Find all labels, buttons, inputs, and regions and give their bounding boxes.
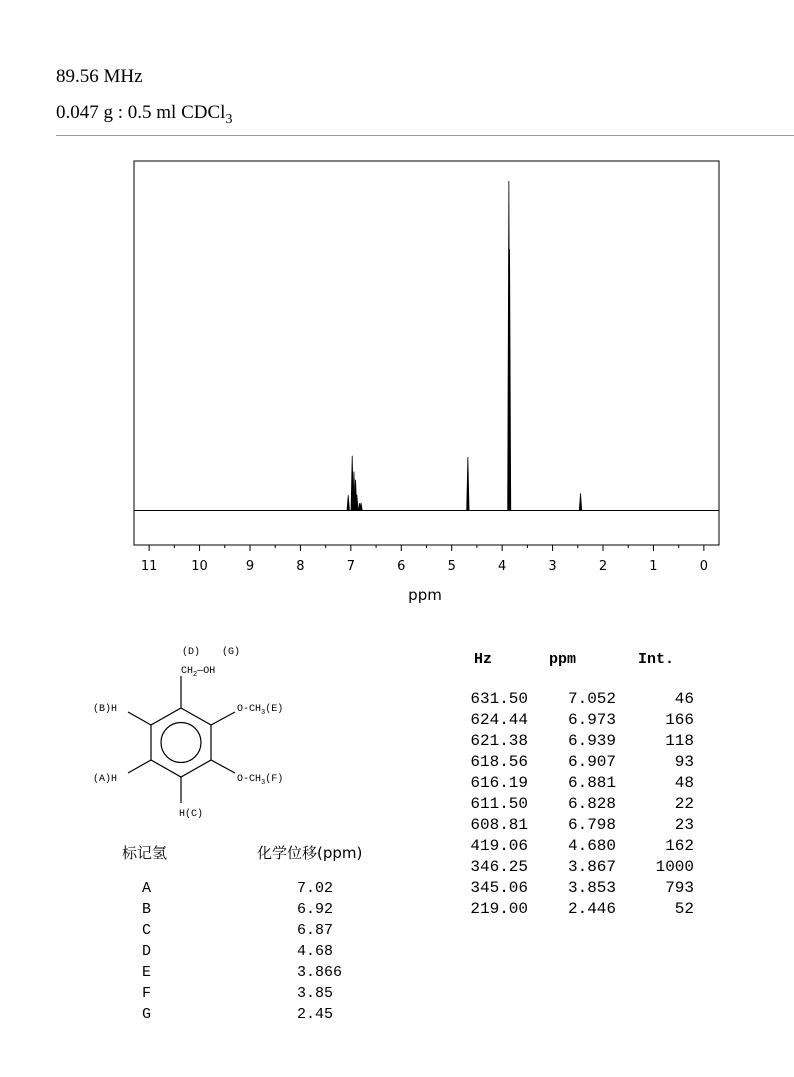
label-h-a: (A)H (93, 774, 118, 785)
label-och3-f-tag: (F) (265, 774, 284, 785)
assignment-row (142, 880, 382, 900)
assignment-header-shift: 化学位移(ppm) (257, 844, 363, 862)
label-och3-e-sub: 3 (261, 709, 266, 717)
bond-o-e (211, 712, 235, 725)
peak-ppm-cell: 6.907 (567, 753, 616, 771)
label-ch2-oh: —OH (197, 666, 216, 677)
spectrum-peaks (347, 181, 582, 510)
peak-table-header-int: Int. (638, 651, 675, 668)
assignment-shift-value: 3.85 (297, 985, 334, 1002)
x-tick-label: 5 (447, 559, 456, 574)
peak-ppm-cell: 6.798 (567, 816, 616, 834)
peak-ppm-cell: 2.446 (567, 900, 616, 918)
assignment-header-label: 标记氢 (122, 844, 168, 862)
peak-ppm-cell: 3.867 (567, 858, 616, 876)
peak-hz-cell: 345.06 (470, 879, 528, 897)
x-tick-label: 9 (245, 559, 255, 574)
peak-int-cell: 22 (674, 795, 694, 813)
peak-int-cell: 793 (665, 879, 694, 897)
label-h-b: (B)H (93, 704, 118, 715)
x-tick-label: 7 (346, 559, 355, 574)
assignment-row (142, 1006, 382, 1026)
assignment-hydrogen-label: E (142, 964, 152, 981)
sample-subscript: 3 (225, 111, 233, 127)
assignment-shift-value: 3.866 (297, 964, 343, 981)
peak-int-cell: 118 (665, 732, 694, 750)
peak-table-row (448, 858, 698, 879)
peak-hz-cell: 618.56 (470, 753, 528, 771)
peak-table-row (448, 690, 698, 711)
peak-table-row (448, 879, 698, 900)
x-tick-label: 1 (649, 559, 658, 574)
assignment-shift-value: 7.02 (297, 880, 334, 897)
bond-h-a (128, 760, 151, 773)
x-tick-label: 4 (498, 559, 507, 574)
peak-hz-cell: 419.06 (470, 837, 528, 855)
peak-hz-cell: 631.50 (470, 690, 528, 708)
label-och3-f-sub: 3 (261, 779, 266, 787)
spectrum-peak (467, 457, 469, 510)
x-tick-label: 3 (548, 559, 557, 574)
assignment-hydrogen-label: B (142, 901, 152, 918)
peak-int-cell: 162 (665, 837, 694, 855)
molecule-structure (85, 640, 345, 825)
peak-hz-cell: 624.44 (470, 711, 528, 729)
spectrum-peak (360, 503, 362, 511)
nmr-spectrum-chart (120, 150, 740, 610)
plot-frame (134, 161, 719, 545)
peak-int-cell: 46 (674, 690, 694, 708)
assignment-shift-value: 6.87 (297, 922, 334, 939)
peak-hz-cell: 346.25 (470, 858, 528, 876)
spectrum-peak (347, 495, 349, 510)
assignment-row (142, 922, 382, 942)
peak-table-header-ppm: ppm (549, 651, 577, 668)
peak-table-row (448, 774, 698, 795)
peak-ppm-cell: 4.680 (567, 837, 616, 855)
peak-table-row (448, 732, 698, 753)
peak-ppm-cell: 6.881 (567, 774, 616, 792)
sample-text: 0.047 g : 0.5 ml CDCl (56, 102, 226, 123)
x-tick-label: 2 (598, 559, 608, 574)
x-tick-label: 11 (140, 559, 158, 574)
peak-hz-cell: 611.50 (470, 795, 528, 813)
peak-int-cell: 52 (674, 900, 694, 918)
peak-int-cell: 93 (674, 753, 694, 771)
header-divider (56, 135, 794, 136)
x-tick-label: 10 (191, 559, 208, 574)
label-h-c: H(C) (179, 809, 204, 820)
peak-table-header-hz: Hz (474, 651, 493, 668)
peak-table-row (448, 753, 698, 774)
assignment-row (142, 901, 382, 921)
x-tick-label: 6 (397, 559, 406, 574)
benzene-ring (151, 708, 211, 777)
label-och3-e-och: O-CH (237, 704, 262, 715)
peak-ppm-cell: 3.853 (567, 879, 616, 897)
spectrum-peak (579, 493, 581, 510)
assignment-hydrogen-label: A (142, 880, 152, 897)
peak-table-row (448, 837, 698, 858)
peak-int-cell: 1000 (655, 858, 694, 876)
peak-ppm-cell: 6.973 (567, 711, 616, 729)
assignment-row (142, 943, 382, 963)
bond-h-b (128, 712, 151, 725)
label-ch2 (181, 666, 215, 679)
assignment-row (142, 964, 382, 984)
assignment-shift-value: 6.92 (297, 901, 334, 918)
label-g: (G) (222, 647, 241, 658)
label-och3-e (237, 703, 283, 717)
peak-table-row (448, 711, 698, 732)
assignment-hydrogen-label: F (142, 985, 152, 1002)
label-ch2-ch: CH (181, 666, 194, 677)
peak-table-row (448, 900, 698, 921)
label-d: (D) (182, 647, 201, 658)
peak-table-row (448, 795, 698, 816)
peak-ppm-cell: 7.052 (567, 690, 616, 708)
sample-description (56, 102, 232, 128)
peak-hz-cell: 608.81 (470, 816, 528, 834)
x-axis-ticks (141, 545, 708, 574)
label-ch2-sub: 2 (193, 671, 198, 679)
x-tick-label: 0 (699, 559, 709, 574)
assignment-hydrogen-label: D (142, 943, 152, 960)
peak-hz-cell: 219.00 (470, 900, 528, 918)
assignment-hydrogen-label: C (142, 922, 152, 939)
label-och3-f (237, 773, 283, 787)
peak-hz-cell: 621.38 (470, 732, 528, 750)
aromatic-circle (161, 723, 201, 763)
peak-table-row (448, 816, 698, 837)
peak-hz-cell: 616.19 (470, 774, 528, 792)
label-och3-e-tag: (E) (265, 704, 284, 715)
peak-ppm-cell: 6.939 (567, 732, 616, 750)
x-tick-label: 8 (296, 559, 305, 574)
peak-int-cell: 48 (674, 774, 694, 792)
spectrometer-frequency: 89.56 MHz (56, 66, 143, 87)
assignment-shift-value: 2.45 (297, 1006, 334, 1023)
assignment-row (142, 985, 382, 1005)
peak-int-cell: 166 (665, 711, 694, 729)
label-och3-f-och: O-CH (237, 774, 262, 785)
assignment-shift-value: 4.68 (297, 943, 334, 960)
x-axis-label: ppm (408, 586, 442, 604)
peak-int-cell: 23 (674, 816, 694, 834)
assignment-hydrogen-label: G (142, 1006, 152, 1023)
bond-o-f (211, 760, 235, 773)
peak-ppm-cell: 6.828 (567, 795, 616, 813)
